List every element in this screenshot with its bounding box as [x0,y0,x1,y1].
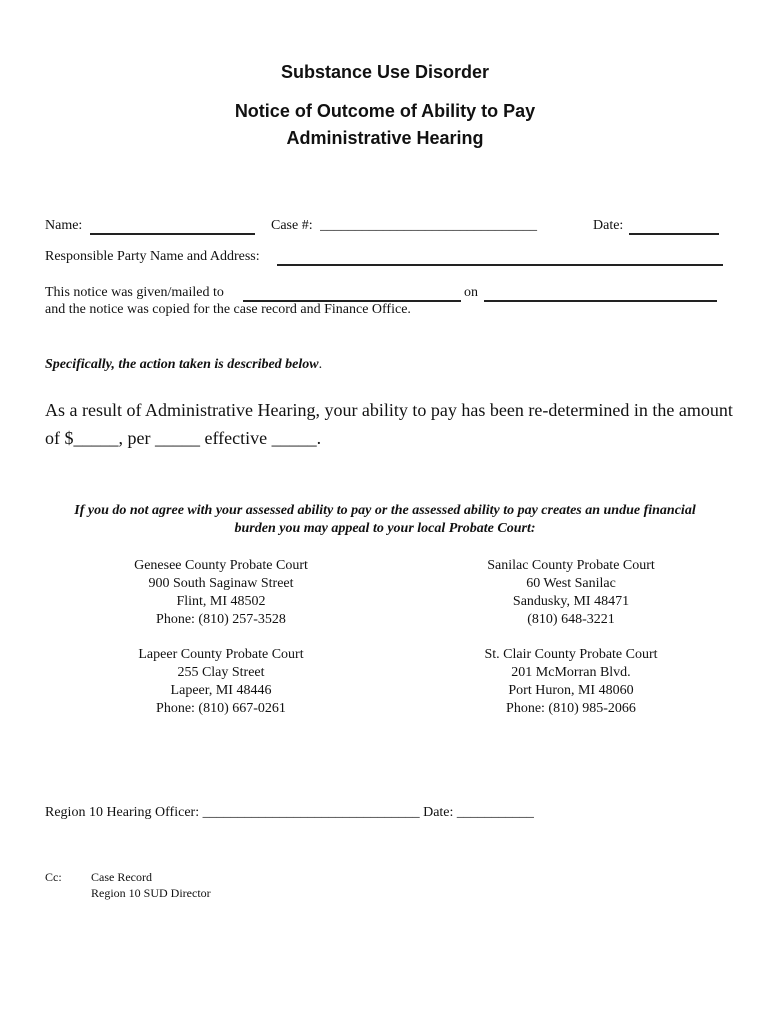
hearing-officer-field[interactable]: _______________________________ [202,805,420,820]
copied-text: and the notice was copied for the case record and Finance Office. [45,302,411,317]
notice-subtitle: Administrative Hearing [286,128,484,148]
court-genesee [91,557,351,629]
court-name: Genesee County Probate Court [134,558,308,573]
court-phone: Phone: (810) 985-2066 [506,701,636,716]
court-lapeer [91,646,351,718]
court-city: Sandusky, MI 48471 [512,594,630,609]
cc-label: Cc: [45,870,62,884]
cc-item-case-record: Case Record [91,870,152,884]
notice-given-label: This notice was given/mailed to [45,285,224,300]
court-name: Lapeer County Probate Court [138,647,304,662]
responsible-party-field[interactable] [277,249,723,266]
action-heading-text: Specifically, the action taken is described below [45,357,319,372]
hearing-officer-label: Region 10 Hearing Officer: [45,805,200,820]
court-phone: Phone: (810) 667-0261 [156,701,286,716]
amount-field[interactable]: _____ [73,428,119,448]
officer-date-field[interactable]: ___________ [456,805,534,820]
court-name: St. Clair County Probate Court [484,647,658,662]
appeal-line-2: burden you may appeal to your local Probate Court: [234,521,536,536]
notice-date-field[interactable] [484,285,717,302]
appeal-line-1: If you do not agree with your assessed ability to pay or the assessed ability to pay creates an undue financial [74,503,696,518]
action-heading [45,357,322,373]
notice-recipient-field[interactable] [243,285,461,302]
court-phone: Phone: (810) 257-3528 [156,612,286,627]
date-field[interactable] [629,218,719,235]
court-name: Sanilac County Probate Court [487,558,655,573]
result-end: . [316,428,322,448]
result-line-2 [45,428,321,449]
notice-title: Notice of Outcome of Ability to Pay [234,101,536,121]
court-city: Lapeer, MI 48446 [170,683,272,698]
case-field[interactable]: _______________________________ [320,218,537,233]
case-label: Case #: [271,218,313,233]
date-label: Date: [593,218,624,233]
court-city: Port Huron, MI 48060 [508,683,634,698]
court-street: 60 West Sanilac [526,576,616,591]
document-title: Substance Use Disorder [280,62,490,82]
amount-prefix: of $ [45,428,74,448]
result-line-1: As a result of Administrative Hearing, your ability to pay has been re-determined in the amount [45,400,733,420]
on-label: on [464,285,478,300]
period-field[interactable]: _____ [154,428,200,448]
name-label: Name: [45,218,83,233]
court-st-clair [441,646,701,718]
court-phone: (810) 648-3221 [527,612,615,627]
action-heading-period: . [318,357,323,372]
court-street: 900 South Saginaw Street [148,576,294,591]
cc-item-sud-director: Region 10 SUD Director [91,886,211,900]
officer-date-label: Date: [423,805,454,820]
effective-date-field[interactable]: _____ [271,428,317,448]
hearing-officer-row [45,805,534,821]
per-label: , per [118,428,151,448]
name-field[interactable] [90,218,255,235]
court-street: 255 Clay Street [177,665,265,680]
responsible-party-label: Responsible Party Name and Address: [45,249,260,264]
court-street: 201 McMorran Blvd. [511,665,631,680]
effective-label: effective [204,428,268,448]
court-sanilac [441,557,701,629]
court-city: Flint, MI 48502 [176,594,266,609]
